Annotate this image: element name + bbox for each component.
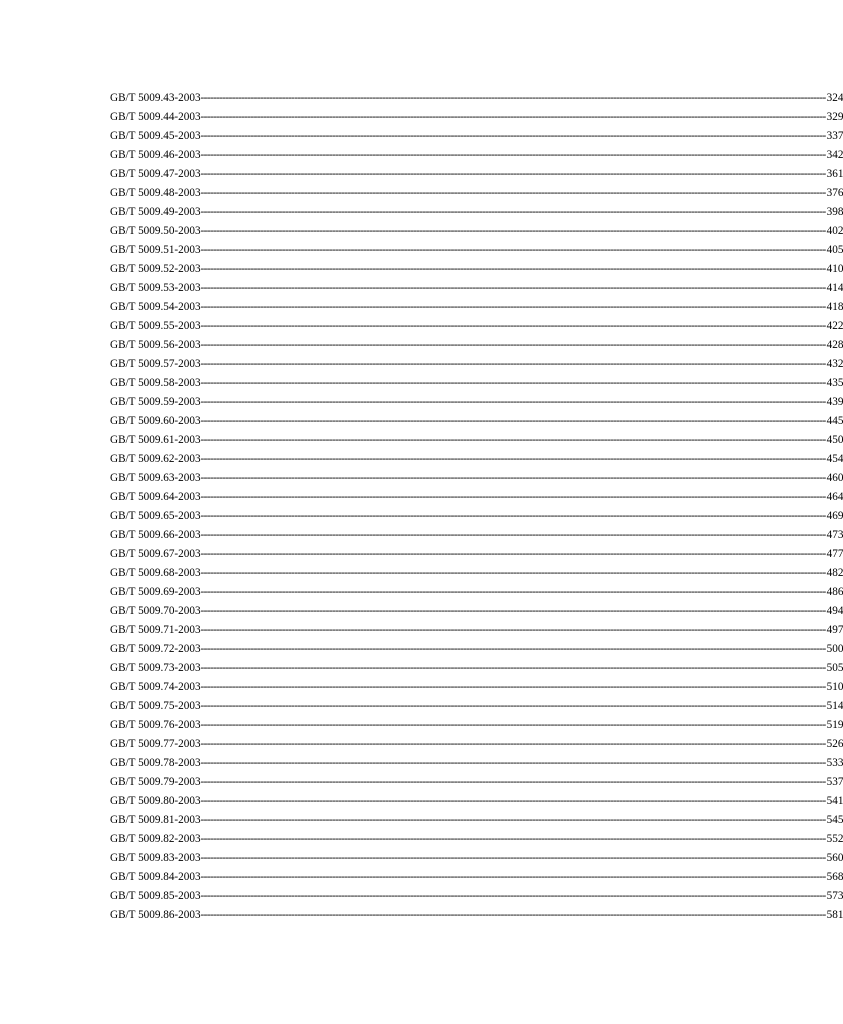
page-number: 414 — [826, 282, 843, 294]
page-number: 428 — [826, 339, 843, 351]
page-number: 361 — [826, 168, 843, 180]
standard-code: GB/T 5009.61-2003 — [110, 434, 201, 446]
dot-leader: -------------------------------------------------------------------------------------------------------------------------------------------------------------------------------------------------------- — [200, 320, 826, 332]
dot-leader: -------------------------------------------------------------------------------------------------------------------------------------------------------------------------------------------------------- — [200, 130, 826, 142]
dot-leader: -------------------------------------------------------------------------------------------------------------------------------------------------------------------------------------------------------- — [200, 339, 826, 351]
dot-leader: -------------------------------------------------------------------------------------------------------------------------------------------------------------------------------------------------------- — [200, 453, 826, 465]
toc-entry — [110, 374, 843, 393]
toc-entry — [110, 127, 843, 146]
standard-code: GB/T 5009.53-2003 — [110, 282, 201, 294]
page-number: 342 — [826, 149, 843, 161]
toc-entry — [110, 203, 843, 222]
dot-leader: -------------------------------------------------------------------------------------------------------------------------------------------------------------------------------------------------------- — [200, 263, 826, 275]
dot-leader: -------------------------------------------------------------------------------------------------------------------------------------------------------------------------------------------------------- — [200, 396, 826, 408]
dot-leader: -------------------------------------------------------------------------------------------------------------------------------------------------------------------------------------------------------- — [200, 833, 826, 845]
toc-entry — [110, 697, 843, 716]
page-number: 545 — [826, 814, 843, 826]
standard-code: GB/T 5009.63-2003 — [110, 472, 201, 484]
toc-entry — [110, 830, 843, 849]
dot-leader: -------------------------------------------------------------------------------------------------------------------------------------------------------------------------------------------------------- — [200, 605, 826, 617]
standard-code: GB/T 5009.46-2003 — [110, 149, 201, 161]
page-number: 482 — [826, 567, 843, 579]
dot-leader: -------------------------------------------------------------------------------------------------------------------------------------------------------------------------------------------------------- — [200, 244, 826, 256]
dot-leader: -------------------------------------------------------------------------------------------------------------------------------------------------------------------------------------------------------- — [200, 92, 826, 104]
toc-entry — [110, 317, 843, 336]
dot-leader: -------------------------------------------------------------------------------------------------------------------------------------------------------------------------------------------------------- — [200, 643, 826, 655]
standard-code: GB/T 5009.47-2003 — [110, 168, 201, 180]
standard-code: GB/T 5009.44-2003 — [110, 111, 201, 123]
toc-entry — [110, 184, 843, 203]
standard-code: GB/T 5009.54-2003 — [110, 301, 201, 313]
page-number: 337 — [826, 130, 843, 142]
dot-leader: -------------------------------------------------------------------------------------------------------------------------------------------------------------------------------------------------------- — [200, 491, 826, 503]
dot-leader: -------------------------------------------------------------------------------------------------------------------------------------------------------------------------------------------------------- — [200, 814, 826, 826]
dot-leader: -------------------------------------------------------------------------------------------------------------------------------------------------------------------------------------------------------- — [200, 149, 826, 161]
dot-leader: -------------------------------------------------------------------------------------------------------------------------------------------------------------------------------------------------------- — [200, 700, 826, 712]
toc-entry — [110, 602, 843, 621]
standard-code: GB/T 5009.71-2003 — [110, 624, 201, 636]
standard-code: GB/T 5009.59-2003 — [110, 396, 201, 408]
page-number: 519 — [826, 719, 843, 731]
toc-entry — [110, 811, 843, 830]
standard-code: GB/T 5009.45-2003 — [110, 130, 201, 142]
standard-code: GB/T 5009.70-2003 — [110, 605, 201, 617]
dot-leader: -------------------------------------------------------------------------------------------------------------------------------------------------------------------------------------------------------- — [200, 586, 826, 598]
page-number: 497 — [826, 624, 843, 636]
toc-entry — [110, 450, 843, 469]
page-number: 402 — [826, 225, 843, 237]
page-number: 450 — [826, 434, 843, 446]
toc-entry — [110, 431, 843, 450]
standard-code: GB/T 5009.76-2003 — [110, 719, 201, 731]
standard-code: GB/T 5009.43-2003 — [110, 92, 201, 104]
dot-leader: -------------------------------------------------------------------------------------------------------------------------------------------------------------------------------------------------------- — [200, 472, 826, 484]
page-number: 469 — [826, 510, 843, 522]
dot-leader: -------------------------------------------------------------------------------------------------------------------------------------------------------------------------------------------------------- — [200, 776, 826, 788]
toc-entry — [110, 773, 843, 792]
dot-leader: -------------------------------------------------------------------------------------------------------------------------------------------------------------------------------------------------------- — [200, 795, 826, 807]
dot-leader: -------------------------------------------------------------------------------------------------------------------------------------------------------------------------------------------------------- — [200, 852, 826, 864]
standard-code: GB/T 5009.79-2003 — [110, 776, 201, 788]
page-number: 486 — [826, 586, 843, 598]
page-number: 581 — [826, 909, 843, 921]
dot-leader: -------------------------------------------------------------------------------------------------------------------------------------------------------------------------------------------------------- — [200, 187, 826, 199]
toc-entry — [110, 488, 843, 507]
standard-code: GB/T 5009.67-2003 — [110, 548, 201, 560]
standard-code: GB/T 5009.57-2003 — [110, 358, 201, 370]
toc-entry — [110, 355, 843, 374]
toc-entry — [110, 469, 843, 488]
page-number: 552 — [826, 833, 843, 845]
dot-leader: -------------------------------------------------------------------------------------------------------------------------------------------------------------------------------------------------------- — [200, 757, 826, 769]
dot-leader: -------------------------------------------------------------------------------------------------------------------------------------------------------------------------------------------------------- — [200, 415, 826, 427]
page-number: 494 — [826, 605, 843, 617]
page-number: 464 — [826, 491, 843, 503]
dot-leader: -------------------------------------------------------------------------------------------------------------------------------------------------------------------------------------------------------- — [200, 282, 826, 294]
toc-entry — [110, 792, 843, 811]
standard-code: GB/T 5009.75-2003 — [110, 700, 201, 712]
dot-leader: -------------------------------------------------------------------------------------------------------------------------------------------------------------------------------------------------------- — [200, 377, 826, 389]
toc-entry — [110, 754, 843, 773]
toc-entry — [110, 545, 843, 564]
dot-leader: -------------------------------------------------------------------------------------------------------------------------------------------------------------------------------------------------------- — [200, 567, 826, 579]
toc-entry — [110, 526, 843, 545]
standard-code: GB/T 5009.50-2003 — [110, 225, 201, 237]
toc-entry — [110, 906, 843, 925]
toc-entry — [110, 336, 843, 355]
dot-leader: -------------------------------------------------------------------------------------------------------------------------------------------------------------------------------------------------------- — [200, 909, 826, 921]
standard-code: GB/T 5009.66-2003 — [110, 529, 201, 541]
toc-entry — [110, 165, 843, 184]
page-number: 533 — [826, 757, 843, 769]
page-number: 422 — [826, 320, 843, 332]
page-number: 324 — [826, 92, 843, 104]
page-number: 505 — [826, 662, 843, 674]
toc-entry — [110, 849, 843, 868]
standard-code: GB/T 5009.77-2003 — [110, 738, 201, 750]
standard-code: GB/T 5009.73-2003 — [110, 662, 201, 674]
toc-entry — [110, 583, 843, 602]
toc-entry — [110, 146, 843, 165]
page-number: 514 — [826, 700, 843, 712]
dot-leader: -------------------------------------------------------------------------------------------------------------------------------------------------------------------------------------------------------- — [200, 871, 826, 883]
page-number: 405 — [826, 244, 843, 256]
toc-entry — [110, 640, 843, 659]
toc-entry — [110, 412, 843, 431]
dot-leader: -------------------------------------------------------------------------------------------------------------------------------------------------------------------------------------------------------- — [200, 301, 826, 313]
dot-leader: -------------------------------------------------------------------------------------------------------------------------------------------------------------------------------------------------------- — [200, 168, 826, 180]
dot-leader: -------------------------------------------------------------------------------------------------------------------------------------------------------------------------------------------------------- — [200, 890, 826, 902]
toc-entry — [110, 260, 843, 279]
dot-leader: -------------------------------------------------------------------------------------------------------------------------------------------------------------------------------------------------------- — [200, 681, 826, 693]
standard-code: GB/T 5009.81-2003 — [110, 814, 201, 826]
standard-code: GB/T 5009.51-2003 — [110, 244, 201, 256]
page-number: 537 — [826, 776, 843, 788]
toc-entry — [110, 735, 843, 754]
standard-code: GB/T 5009.86-2003 — [110, 909, 201, 921]
toc-entry — [110, 279, 843, 298]
page-number: 526 — [826, 738, 843, 750]
standard-code: GB/T 5009.85-2003 — [110, 890, 201, 902]
standard-code: GB/T 5009.60-2003 — [110, 415, 201, 427]
standard-code: GB/T 5009.58-2003 — [110, 377, 201, 389]
standard-code: GB/T 5009.55-2003 — [110, 320, 201, 332]
page-number: 477 — [826, 548, 843, 560]
standard-code: GB/T 5009.69-2003 — [110, 586, 201, 598]
standard-code: GB/T 5009.74-2003 — [110, 681, 201, 693]
toc-entry — [110, 659, 843, 678]
page-number: 445 — [826, 415, 843, 427]
standard-code: GB/T 5009.62-2003 — [110, 453, 201, 465]
page-number: 418 — [826, 301, 843, 313]
standard-code: GB/T 5009.68-2003 — [110, 567, 201, 579]
page-number: 435 — [826, 377, 843, 389]
standard-code: GB/T 5009.48-2003 — [110, 187, 201, 199]
page-number: 473 — [826, 529, 843, 541]
toc-entry — [110, 108, 843, 127]
toc-entry — [110, 564, 843, 583]
toc-entry — [110, 393, 843, 412]
page-number: 500 — [826, 643, 843, 655]
standard-code: GB/T 5009.82-2003 — [110, 833, 201, 845]
page-number: 410 — [826, 263, 843, 275]
toc-entry — [110, 89, 843, 108]
page-number: 439 — [826, 396, 843, 408]
dot-leader: -------------------------------------------------------------------------------------------------------------------------------------------------------------------------------------------------------- — [200, 719, 826, 731]
toc-entry — [110, 298, 843, 317]
standard-code: GB/T 5009.72-2003 — [110, 643, 201, 655]
page-number: 568 — [826, 871, 843, 883]
toc-entry — [110, 507, 843, 526]
standard-code: GB/T 5009.80-2003 — [110, 795, 201, 807]
dot-leader: -------------------------------------------------------------------------------------------------------------------------------------------------------------------------------------------------------- — [200, 111, 826, 123]
dot-leader: -------------------------------------------------------------------------------------------------------------------------------------------------------------------------------------------------------- — [200, 434, 826, 446]
toc-entry — [110, 222, 843, 241]
dot-leader: -------------------------------------------------------------------------------------------------------------------------------------------------------------------------------------------------------- — [200, 529, 826, 541]
standard-code: GB/T 5009.56-2003 — [110, 339, 201, 351]
standard-code: GB/T 5009.83-2003 — [110, 852, 201, 864]
page-number: 432 — [826, 358, 843, 370]
standard-code: GB/T 5009.49-2003 — [110, 206, 201, 218]
toc-entry — [110, 241, 843, 260]
dot-leader: -------------------------------------------------------------------------------------------------------------------------------------------------------------------------------------------------------- — [200, 624, 826, 636]
dot-leader: -------------------------------------------------------------------------------------------------------------------------------------------------------------------------------------------------------- — [200, 738, 826, 750]
standard-code: GB/T 5009.84-2003 — [110, 871, 201, 883]
dot-leader: -------------------------------------------------------------------------------------------------------------------------------------------------------------------------------------------------------- — [200, 206, 826, 218]
toc-entry — [110, 868, 843, 887]
page-number: 560 — [826, 852, 843, 864]
toc-entry — [110, 716, 843, 735]
table-of-contents — [110, 89, 843, 925]
page-number: 510 — [826, 681, 843, 693]
dot-leader: -------------------------------------------------------------------------------------------------------------------------------------------------------------------------------------------------------- — [200, 548, 826, 560]
page-number: 573 — [826, 890, 843, 902]
page-number: 541 — [826, 795, 843, 807]
page-number: 460 — [826, 472, 843, 484]
standard-code: GB/T 5009.52-2003 — [110, 263, 201, 275]
standard-code: GB/T 5009.64-2003 — [110, 491, 201, 503]
page-number: 376 — [826, 187, 843, 199]
standard-code: GB/T 5009.78-2003 — [110, 757, 201, 769]
page-number: 398 — [826, 206, 843, 218]
toc-entry — [110, 621, 843, 640]
dot-leader: -------------------------------------------------------------------------------------------------------------------------------------------------------------------------------------------------------- — [200, 510, 826, 522]
dot-leader: -------------------------------------------------------------------------------------------------------------------------------------------------------------------------------------------------------- — [200, 358, 826, 370]
dot-leader: -------------------------------------------------------------------------------------------------------------------------------------------------------------------------------------------------------- — [200, 662, 826, 674]
page-number: 454 — [826, 453, 843, 465]
standard-code: GB/T 5009.65-2003 — [110, 510, 201, 522]
dot-leader: -------------------------------------------------------------------------------------------------------------------------------------------------------------------------------------------------------- — [200, 225, 826, 237]
toc-entry — [110, 887, 843, 906]
toc-entry — [110, 678, 843, 697]
page-number: 329 — [826, 111, 843, 123]
